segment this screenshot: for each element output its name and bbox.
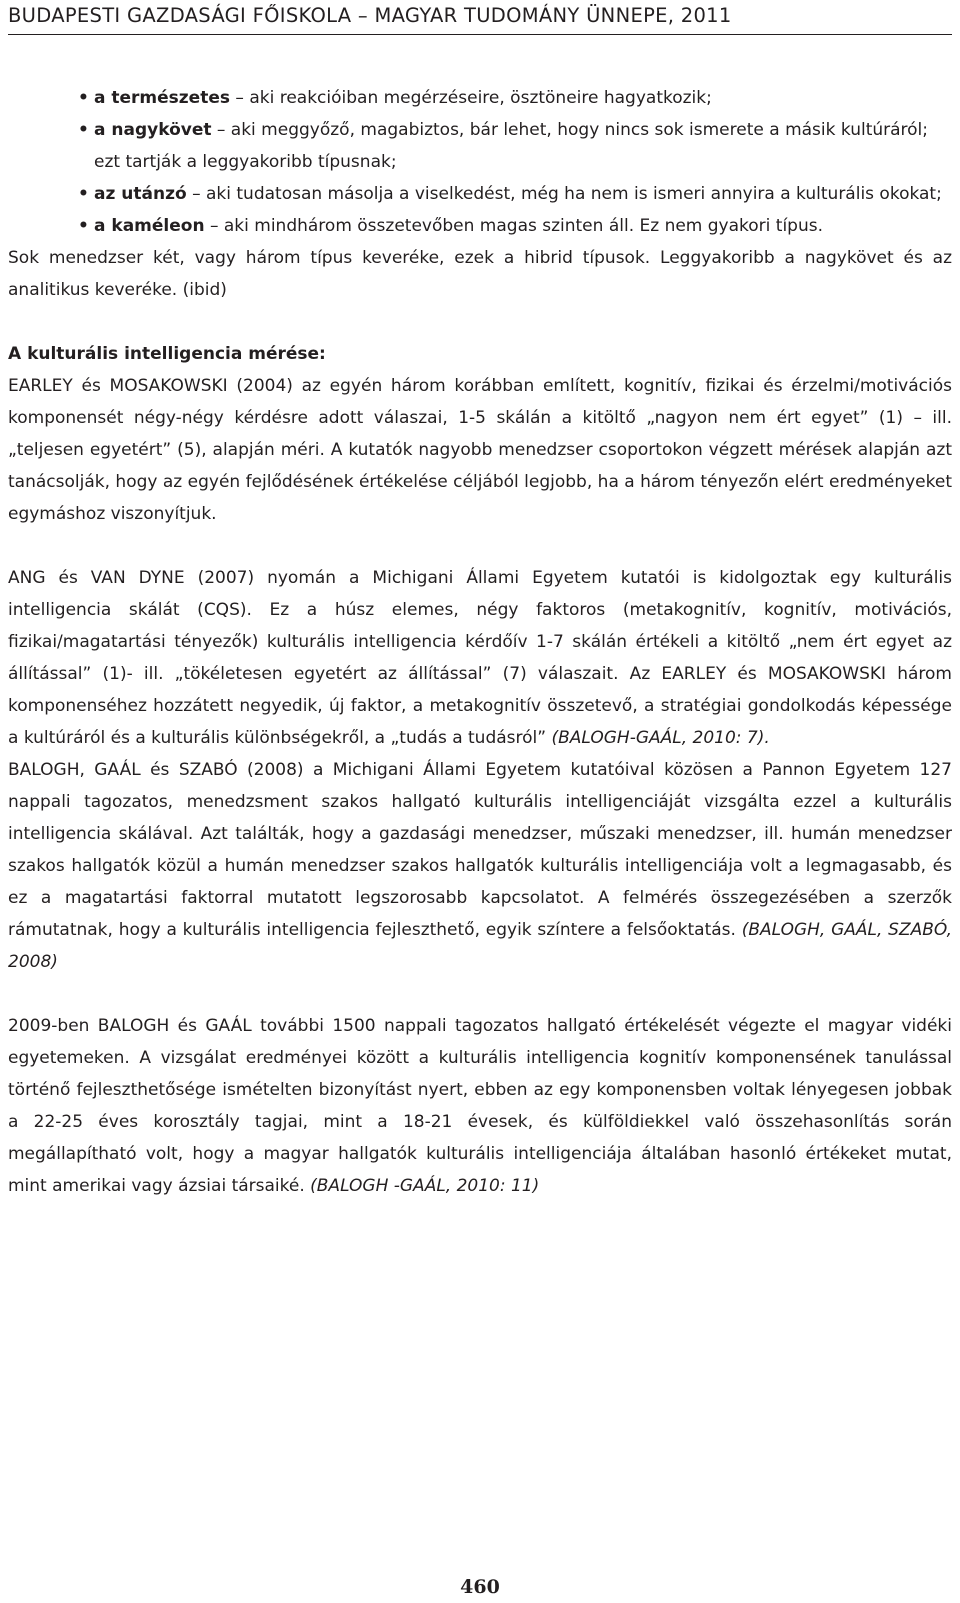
header-title: BUDAPESTI GAZDASÁGI FŐISKOLA – MAGYAR TUDOMÁNY ÜNNEPE, 2011 (8, 4, 732, 27)
list-item (8, 82, 952, 114)
list-item-text: aki mindhárom összetevőben magas szinten áll. Ez nem gyakori típus. (223, 216, 824, 236)
citation: (BALOGH -GAÁL, 2010: 11) (310, 1176, 540, 1196)
citation: (BALOGH, GAÁL, SZABÓ, 2008) (8, 920, 952, 972)
running-header (8, 4, 952, 35)
paragraph-ang-text: ANG és VAN DYNE (2007) nyomán a Michigani Állami Egyetem kutatói is kidolgoztak egy kulturális intelligencia skálát (CQS). Ez a húsz elemes, négy faktoros (metakognitív, kognitív, motivációs, fizikai/magatartási tényezők) kulturális intelligencia kérdőív 1-7 skálán értékeli a kitöltő „nem ért egyet az állítással” (1)- ill. „tökéletesen egyetért az állítással” (7) válaszait. Az EARLEY és MOSAKOWSKI három komponenséhez hozzátett negyedik, új faktor, a metakognitív összetevő, a stratégiai gondolkodás képessége a kultúráról és a kulturális különbségekről, a „tudás a tudásról” (8, 568, 952, 748)
list-item-text: aki reakcióiban megérzéseire, ösztöneire hagyatkozik; (249, 88, 712, 108)
list-item-term: a természetes (94, 88, 230, 108)
list-item (8, 178, 952, 210)
page-number: 460 (460, 1576, 500, 1598)
list-item-term: az utánzó (94, 184, 187, 204)
list-item-term: a nagykövet (94, 120, 212, 140)
list-item (8, 210, 952, 242)
paragraph-earley: EARLEY és MOSAKOWSKI (2004) az egyén három korábban említett, kognitív, fizikai és érzelmi/motivációs komponensét négy-négy kérdésre adott válaszai, 1-5 skálán a kitöltő „nagyon nem ért egyet” (1) – ill. „teljesen egyetért” (5), alapján méri. A kutatók nagyobb menedzser csoportokon végzett mérések alapján azt tanácsolják, hogy az egyén fejlődésének értékelése céljából legjobb, ha a három tényezőn elért eredményeket egymáshoz viszonyítjuk. (8, 376, 952, 524)
summary-paragraph: Sok menedzser két, vagy három típus keveréke, ezek a hibrid típusok. Leggyakoribb a nagykövet és az analitikus keveréke. (ibid) (8, 248, 952, 300)
paragraph-ang (8, 562, 952, 754)
paragraph-balogh (8, 754, 952, 978)
section-heading: A kulturális intelligencia mérése: (8, 344, 326, 364)
paragraph-balogh-text: BALOGH, GAÁL és SZABÓ (2008) a Michigani Állami Egyetem kutatóival közösen a Pannon Egyetem 127 nappali tagozatos, menedzsment szakos hallgató kulturális intelligenciáját vizsgálta ezzel a kulturális intelligencia skálával. Azt találták, hogy a gazdasági menedzser, műszaki menedzser, ill. humán menedzser szakos hallgatók közül a humán menedzser szakos hallgatók kulturális intelligenciája volt a legmagasabb, és ez a magatartási faktorral mutatott legszorosabb kapcsolatot. A felmérés összegezésében a szerzők rámutatnak, hogy a kulturális intelligencia fejleszthető, egyik színtere a felsőoktatás. (8, 760, 952, 940)
paragraph-2009 (8, 1010, 952, 1202)
bullet-icon: • (78, 216, 89, 236)
page-content (8, 82, 952, 1202)
bullet-icon: • (78, 184, 89, 204)
spacer (8, 306, 952, 338)
list-item-text: aki meggyőző, magabiztos, bár lehet, hogy nincs sok ismerete a másik kultúráról; ezt tartják a leggyakoribb típusnak; (94, 120, 929, 172)
bullet-icon: • (78, 88, 89, 108)
list-item-text: aki tudatosan másolja a viselkedést, még ha nem is ismeri annyira a kulturális okokat; (205, 184, 942, 204)
bullet-icon: • (78, 120, 89, 140)
list-item-dash: – (211, 120, 231, 140)
list-item-term: a kaméleon (94, 216, 205, 236)
citation: (BALOGH-GAÁL, 2010: 7). (551, 728, 770, 748)
list-item-dash: – (230, 88, 250, 108)
type-bullet-list (8, 82, 952, 242)
list-item-dash: – (186, 184, 206, 204)
list-item (8, 114, 952, 178)
spacer (8, 530, 952, 562)
list-item-dash: – (204, 216, 224, 236)
spacer (8, 978, 952, 1010)
paragraph-2009-text: 2009-ben BALOGH és GAÁL további 1500 nappali tagozatos hallgató értékelését végezte el magyar vidéki egyetemeken. A vizsgálat eredményei között a kulturális intelligencia kognitív komponensének tanulással történő fejleszthetősége ismételten bizonyítást nyert, ebben az egy komponensben voltak lényegesen jobbak a 22-25 éves korosztály tagjai, mint a 18-21 évesek, és külföldiekkel való összehasonlítás során megállapítható volt, hogy a magyar hallgatók kulturális intelligenciája általában hasonló értékeket mutat, mint amerikai vagy ázsiai társaiké. (8, 1016, 952, 1196)
